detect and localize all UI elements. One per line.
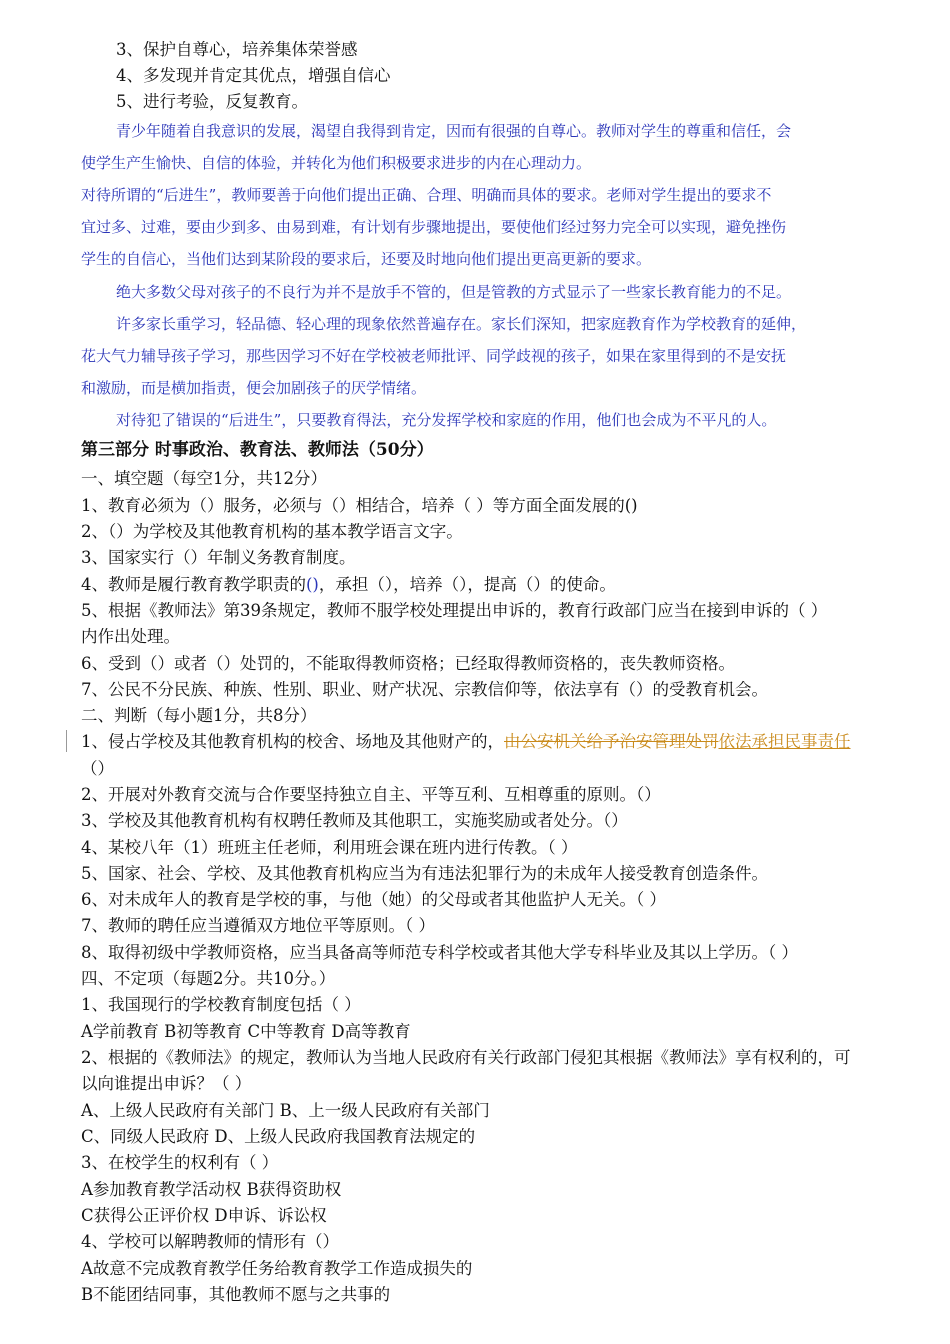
question: 6、受到（）或者（）处罚的，不能取得教师资格；已经取得教师资格的，丧失教师资格。 <box>81 654 735 673</box>
question: 1、教育必须为（）服务，必须与（）相结合，培养（ ）等方面全面发展的() <box>81 496 638 515</box>
answer-options: A故意不完成教育教学任务给教育教学工作造成损失的 <box>81 1259 473 1278</box>
tracked-deletion[interactable]: 由公安机关给予治安管理处罚 <box>504 732 719 751</box>
paragraph-line: 许多家长重学习，轻品德、轻心理的现象依然普遍存在。家长们深知，把家庭教育作为学校教育的延伸， <box>116 315 807 333</box>
question: 5、国家、社会、学校、及其他教育机构应当为有违法犯罪行为的未成年人接受教育创造条件。 <box>81 864 768 883</box>
question-continuation: 以向谁提出申诉？（ ） <box>81 1074 252 1093</box>
paragraph-line: 使学生产生愉快、自信的体验，并转化为他们积极要求进步的内在心理动力。 <box>81 154 592 172</box>
question: 3、在校学生的权利有（ ） <box>81 1153 279 1172</box>
question <box>81 732 851 752</box>
question-group-title: 一、填空题（每空1分，共12分） <box>81 469 327 488</box>
list-item: 4、多发现并肯定其优点，增强自信心 <box>116 66 391 85</box>
tracked-insertion[interactable]: 依法承担民事责任 <box>718 732 851 751</box>
question: 7、公民不分民族、种族、性别、职业、财产状况、宗教信仰等，依法享有（）的受教育机会。 <box>81 680 768 699</box>
question-continuation: （） <box>81 759 114 778</box>
list-item: 3、保护自尊心，培养集体荣誉感 <box>116 40 358 59</box>
list-item: 5、进行考验，反复教育。 <box>116 92 308 111</box>
question <box>81 575 616 595</box>
paragraph-line: 花大气力辅导孩子学习，那些因学习不好在学校被老师批评、同学歧视的孩子，如果在家里得到的不是安抚 <box>81 347 787 365</box>
question: 3、学校及其他教育机构有权聘任教师及其他职工，实施奖励或者处分。（） <box>81 811 628 830</box>
paragraph-line: 和激励，而是横加指责，便会加剧孩子的厌学情绪。 <box>81 379 427 397</box>
answer-options: A学前教育 B初等教育 C中等教育 D高等教育 <box>81 1022 411 1041</box>
question: 4、学校可以解聘教师的情形有（） <box>81 1232 339 1251</box>
question: 1、我国现行的学校教育制度包括（ ） <box>81 995 361 1014</box>
answer-options: B不能团结同事，其他教师不愿与之共事的 <box>81 1285 391 1304</box>
question-group-title: 二、判断（每小题1分，共8分） <box>81 706 317 725</box>
question: 2、开展对外教育交流与合作要坚持独立自主、平等互利、互相尊重的原则。（） <box>81 785 661 804</box>
question: 7、教师的聘任应当遵循双方地位平等原则。（ ） <box>81 916 435 935</box>
answer-options: C、同级人民政府 D、上级人民政府我国教育法规定的 <box>81 1127 476 1146</box>
question: 3、国家实行（）年制义务教育制度。 <box>81 548 356 567</box>
question: 2、（）为学校及其他教育机构的基本教学语言文字。 <box>81 522 463 541</box>
question-text: 4、教师是履行教育教学职责的 <box>81 575 306 594</box>
paragraph-line: 学生的自信心，当他们达到某阶段的要求后，还要及时地向他们提出更高更新的要求。 <box>81 250 652 268</box>
answer-options: A参加教育教学活动权 B获得资助权 <box>81 1180 342 1199</box>
section-title: 第三部分 时事政治、教育法、教师法（50分） <box>81 440 434 460</box>
question: 8、取得初级中学教师资格，应当具备高等师范专科学校或者其他大学专科毕业及其以上学历。（ ） <box>81 943 798 962</box>
paragraph-line: 对待所谓的“后进生”，教师要善于向他们提出正确、合理、明确而具体的要求。老师对学生提出的要求不 <box>81 186 772 204</box>
paragraph-line: 宜过多、过难，要由少到多、由易到难，有计划有步骤地提出，要使他们经过努力完全可以实现，避免挫伤 <box>81 218 787 236</box>
question-text: 1、侵占学校及其他教育机构的校舍、场地及其他财产的， <box>81 732 504 751</box>
question-group-title: 四、不定项（每题2分。共10分。） <box>81 969 336 988</box>
paragraph-line: 绝大多数父母对孩子的不良行为并不是放手不管的，但是管教的方式显示了一些家长教育能力的不足。 <box>116 283 792 301</box>
answer-options: C获得公正评价权 D申诉、诉讼权 <box>81 1206 327 1225</box>
question: 4、某校八年（1）班班主任老师，利用班会课在班内进行传教。（ ） <box>81 838 578 857</box>
paragraph-line: 青少年随着自我意识的发展，渴望自我得到肯定，因而有很强的自尊心。教师对学生的尊重和信任，会 <box>116 122 792 140</box>
question-blank: () <box>306 575 319 594</box>
question: 6、对未成年人的教育是学校的事，与他（她）的父母或者其他监护人无关。（ ） <box>81 890 666 909</box>
question-continuation: 内作出处理。 <box>81 627 180 646</box>
question: 2、根据的《教师法》的规定，教师认为当地人民政府有关行政部门侵犯其根据《教师法》享有权利的，可 <box>81 1048 851 1067</box>
question: 5、根据《教师法》第39条规定，教师不服学校处理提出申诉的，教育行政部门应当在接到申诉的（ ） <box>81 601 828 620</box>
revision-bar <box>66 730 67 752</box>
answer-options: A、上级人民政府有关部门 B、上一级人民政府有关部门 <box>81 1101 490 1120</box>
question-text: ，承担（），培养（），提高（）的使命。 <box>318 575 616 594</box>
paragraph-line: 对待犯了错误的“后进生”，只要教育得法，充分发挥学校和家庭的作用，他们也会成为不平凡的人。 <box>116 411 777 429</box>
